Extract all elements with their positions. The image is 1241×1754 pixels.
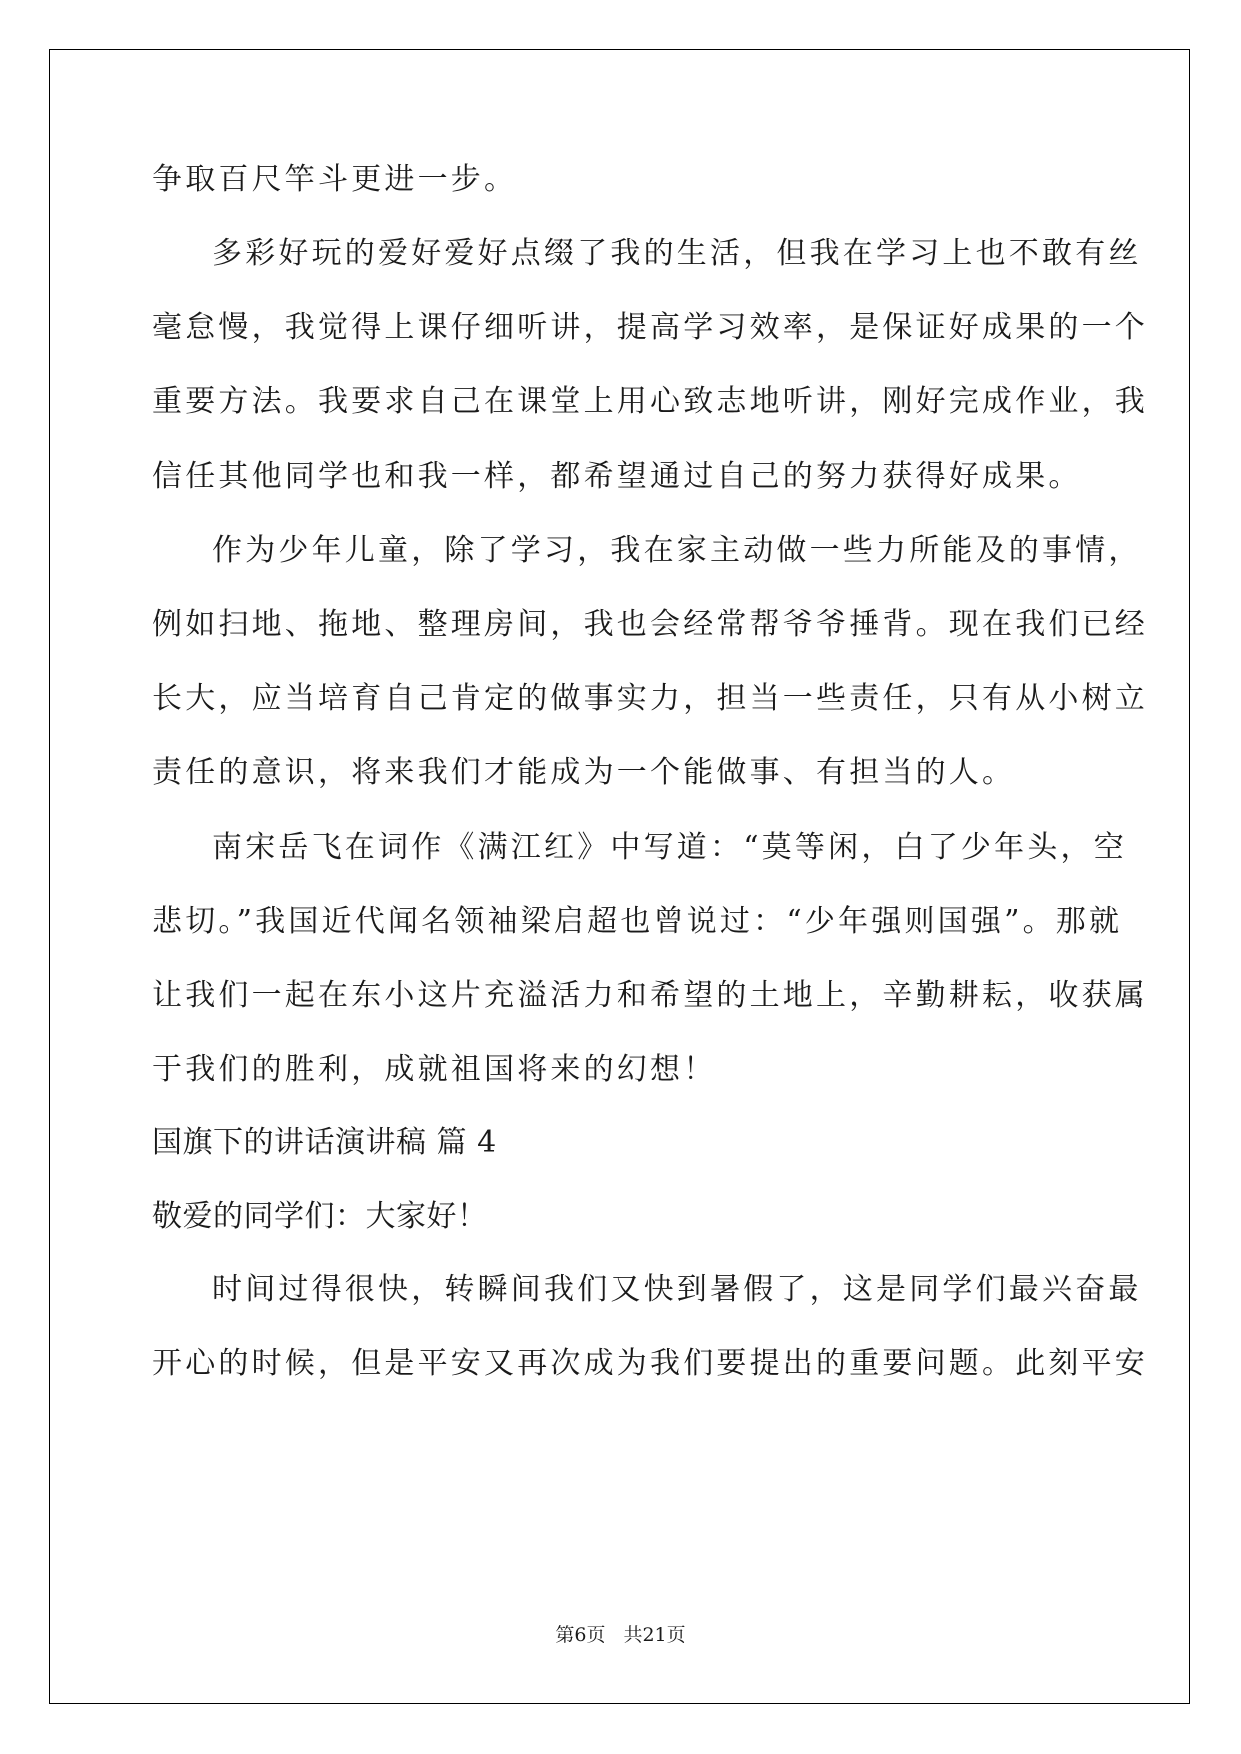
paragraph-line: 南宋岳飞在词作《满江红》中写道：“莫等闲，白了少年头，空: [212, 830, 1127, 865]
paragraph-line: 责任的意识，将来我们才能成为一个能做事、有担当的人。: [152, 755, 1016, 790]
page-number: 第6页: [555, 1624, 606, 1646]
salutation: 敬爱的同学们：大家好！: [152, 1199, 488, 1234]
paragraph-line: 例如扫地、拖地、整理房间，我也会经常帮爷爷捶背。现在我们已经: [152, 607, 1148, 642]
page-total: 共21页: [623, 1624, 686, 1646]
section-heading: 国旗下的讲话演讲稿 篇 4: [152, 1125, 497, 1160]
paragraph-line: 毫怠慢，我觉得上课仔细听讲，提高学习效率，是保证好成果的一个: [152, 310, 1148, 345]
paragraph-line: 信任其他同学也和我一样，都希望通过自己的努力获得好成果。: [152, 459, 1082, 494]
paragraph-line: 重要方法。我要求自己在课堂上用心致志地听讲，刚好完成作业，我: [152, 384, 1148, 419]
page-footer: [0, 1623, 1241, 1647]
paragraph-line: 时间过得很快，转瞬间我们又快到暑假了，这是同学们最兴奋最: [212, 1272, 1142, 1307]
paragraph-line: 长大，应当培育自己肯定的做事实力，担当一些责任，只有从小树立: [152, 681, 1148, 716]
paragraph-line: 悲切。”我国近代闻名领袖梁启超也曾说过：“少年强则国强”。那就: [152, 904, 1123, 939]
paragraph-line: 多彩好玩的爱好爱好点缀了我的生活，但我在学习上也不敢有丝: [212, 236, 1142, 271]
paragraph-line: 于我们的胜利，成就祖国将来的幻想！: [152, 1052, 717, 1087]
paragraph-line: 争取百尺竿斗更进一步。: [152, 162, 518, 197]
paragraph-line: 让我们一起在东小这片充溢活力和希望的土地上，辛勤耕耘，收获属: [152, 978, 1148, 1013]
paragraph-line: 开心的时候，但是平安又再次成为我们要提出的重要问题。此刻平安: [152, 1346, 1148, 1381]
page-border: [49, 49, 1190, 1704]
paragraph-line: 作为少年儿童，除了学习，我在家主动做一些力所能及的事情，: [212, 533, 1142, 568]
